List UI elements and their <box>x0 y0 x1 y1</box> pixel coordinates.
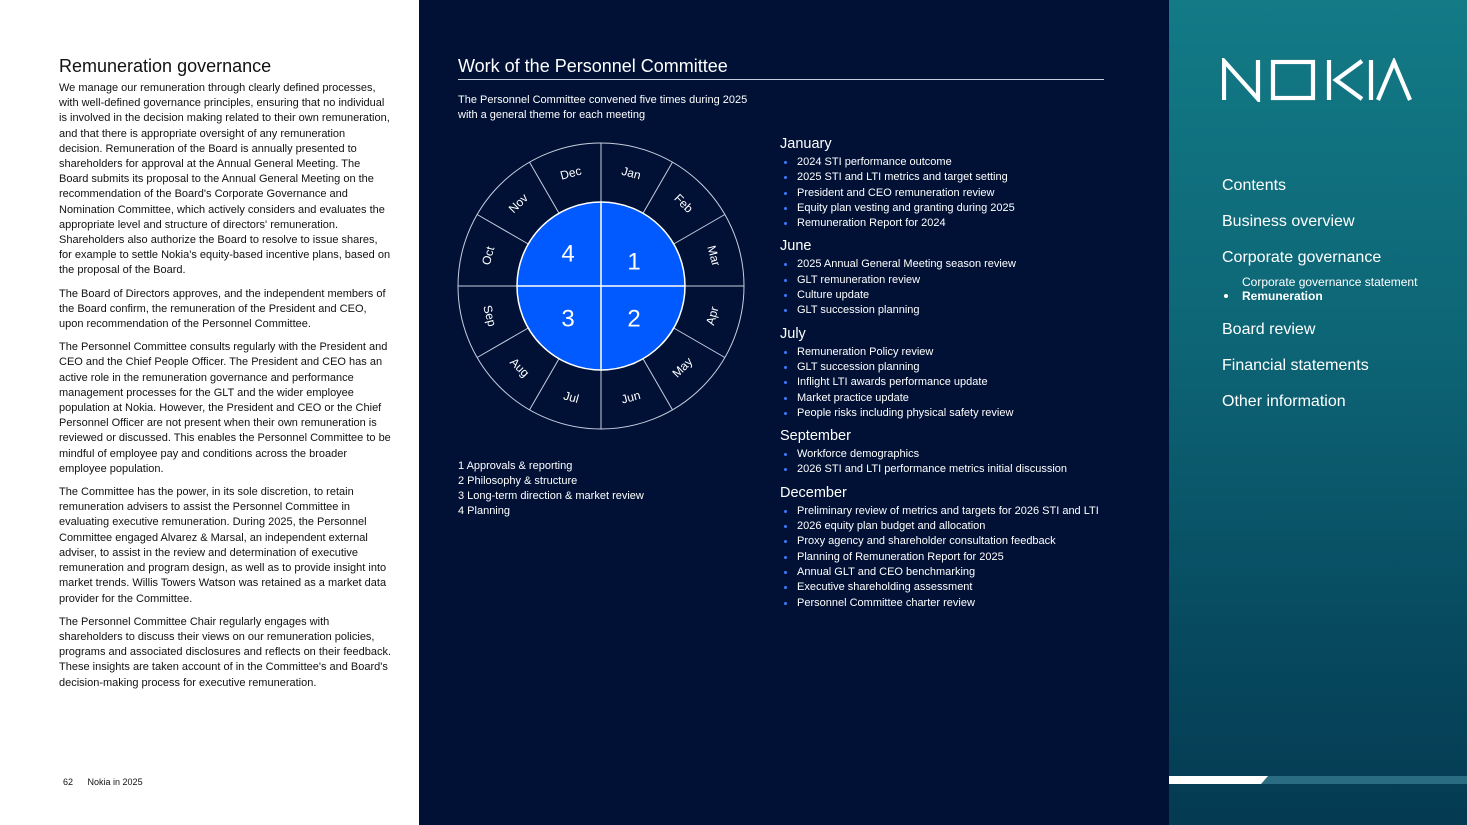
meeting-topic: Personnel Committee charter review <box>780 596 1100 611</box>
wheel-spoke <box>643 162 673 213</box>
heading-divider <box>458 79 1104 80</box>
legend-item: 2 Philosophy & structure <box>458 475 578 487</box>
month-label-jul: Jul <box>561 388 581 406</box>
nav-financial-statements[interactable]: Financial statements <box>1222 357 1369 374</box>
meeting-topic: Remuneration Policy review <box>780 345 1100 360</box>
meeting-topic: Remuneration Report for 2024 <box>780 216 1100 231</box>
body-paragraph: The Committee has the power, in its sole discretion, to retain remuneration advisers to assist the Personnel Committee in evaluating executive remuneration. During 2025, the Personnel Committee engaged Alvarez & Marsal, an independent external adviser, to assist in the review and determination of executive remuneration and program design, as well as to provide insight into market trends. Willis Towers Watson was retained as a market data provider for the Committee. <box>59 486 387 605</box>
legend-item: 1 Approvals & reporting <box>458 460 573 472</box>
legend-item: 4 Planning <box>458 505 510 517</box>
page-number: 62 <box>63 777 74 787</box>
navigation-panel <box>1169 0 1467 825</box>
meeting-topic: Culture update <box>780 288 1100 303</box>
body-paragraph: The Personnel Committee Chair regularly engages with shareholders to discuss their views on our remuneration policies, programs and associated disclosures and reflects on their feedback. These insights are taken account of in the Committee's and Board's decision-making process for executive remuneration. <box>59 615 392 689</box>
nav-corporate-governance[interactable]: Corporate governance <box>1222 249 1382 266</box>
meeting-topic: 2026 equity plan budget and allocation <box>780 519 1100 534</box>
nav-contents[interactable]: Contents <box>1222 177 1287 194</box>
month-label-oct: Oct <box>478 244 498 267</box>
wheel-spoke <box>674 215 725 245</box>
body-paragraph: The Board of Directors approves, and the independent members of the Board confirm, the remuneration of the President and CEO, upon recommendation of the Personnel Committee. <box>59 287 386 331</box>
meeting-schedule <box>780 136 1100 618</box>
meeting-wheel <box>453 138 749 434</box>
meeting-topic: 2026 STI and LTI performance metrics initial discussion <box>780 462 1100 477</box>
meeting-topic: People risks including physical safety review <box>780 406 1100 421</box>
publication-name: Nokia in 2025 <box>87 777 143 787</box>
nav-other-information[interactable]: Other information <box>1222 393 1346 410</box>
meeting-topic: President and CEO remuneration review <box>780 186 1100 201</box>
reading-progress-bar <box>1169 776 1467 784</box>
remuneration-governance-heading: Remuneration governance <box>59 56 272 76</box>
meeting-month-title: September <box>780 428 851 445</box>
month-label-apr: Apr <box>703 304 722 327</box>
page-footer <box>63 777 155 787</box>
wheel-spoke <box>530 359 560 410</box>
meeting-month-title: June <box>780 238 812 255</box>
quadrant-legend <box>458 459 644 519</box>
quadrant-label-4: 4 <box>561 240 575 268</box>
month-label-nov: Nov <box>505 190 531 216</box>
progress-fill <box>1169 776 1268 784</box>
meeting-topic: Preliminary review of metrics and targets for 2026 STI and LTI <box>780 504 1100 519</box>
section-navigation <box>1222 176 1452 428</box>
month-label-jan: Jan <box>620 163 643 183</box>
committee-panel <box>419 0 1169 825</box>
quadrant-label-2: 2 <box>627 305 641 333</box>
meeting-topic: GLT succession planning <box>780 303 1100 318</box>
meeting-topic: Annual GLT and CEO benchmarking <box>780 565 1100 580</box>
meeting-month-title: December <box>780 484 847 501</box>
meeting-topic: Workforce demographics <box>780 447 1100 462</box>
meeting-topic: Executive shareholding assessment <box>780 580 1100 595</box>
committee-heading: Work of the Personnel Committee <box>458 56 728 76</box>
meeting-topic: GLT succession planning <box>780 360 1100 375</box>
left-column <box>0 0 419 825</box>
meeting-topic: GLT remuneration review <box>780 273 1100 288</box>
committee-intro: The Personnel Committee convened five times during 2025 with a general theme for each meeting <box>458 94 748 121</box>
meeting-december <box>780 485 1100 611</box>
wheel-spoke <box>477 328 528 358</box>
nokia-logo[interactable] <box>1222 58 1412 102</box>
meeting-topic: Equity plan vesting and granting during 2025 <box>780 201 1100 216</box>
nav-business-overview[interactable]: Business overview <box>1222 213 1355 230</box>
meeting-topic: Market practice update <box>780 391 1100 406</box>
wheel-spoke <box>530 162 560 213</box>
quadrant-label-3: 3 <box>561 305 575 333</box>
meeting-topic: Planning of Remuneration Report for 2025 <box>780 550 1100 565</box>
wheel-spoke <box>674 328 725 358</box>
quadrant-label-1: 1 <box>627 248 641 276</box>
meeting-topic: 2025 Annual General Meeting season review <box>780 257 1100 272</box>
meeting-january <box>780 136 1100 231</box>
meeting-july <box>780 326 1100 421</box>
remuneration-governance-body <box>59 81 391 699</box>
wheel-spoke <box>477 215 528 245</box>
meeting-june <box>780 238 1100 318</box>
body-paragraph: The Personnel Committee consults regularly with the President and CEO and the Chief People Officer. The President and CEO has an active role in the remuneration governance and performance management processes for the GLT and the wider employee population at Nokia. However, the President and CEO or the Chief Personnel Officer are not present when their own remuneration is reviewed or discussed. This enables the Personnel Committee to be mindful of employee pay and conditions across the broader employee population. <box>59 341 391 475</box>
month-label-sep: Sep <box>480 303 500 328</box>
month-label-jun: Jun <box>619 387 642 407</box>
meeting-topic: 2025 STI and LTI metrics and target setting <box>780 170 1100 185</box>
month-label-feb: Feb <box>671 191 696 216</box>
nav-remuneration[interactable]: Remuneration <box>1222 288 1452 304</box>
nav-corporate-governance-statement[interactable]: Corporate governance statement <box>1242 275 1418 289</box>
meeting-month-title: January <box>780 136 832 152</box>
meeting-month-title: July <box>780 325 806 342</box>
wheel-spoke <box>643 359 673 410</box>
meeting-topic: Proxy agency and shareholder consultation feedback <box>780 534 1100 549</box>
legend-item: 3 Long-term direction & market review <box>458 490 644 502</box>
meeting-topic: Inflight LTI awards performance update <box>780 375 1100 390</box>
month-label-mar: Mar <box>704 243 724 268</box>
month-label-may: May <box>669 354 696 381</box>
month-label-aug: Aug <box>507 354 533 380</box>
meeting-topic: 2024 STI performance outcome <box>780 155 1100 170</box>
nav-board-review[interactable]: Board review <box>1222 321 1316 338</box>
body-paragraph: We manage our remuneration through clearly defined processes, with well-defined governance principles, ensuring that no individual is involved in the decision making related to their own remuneration, and that there is appropriate oversight of any remuneration decision. Remuneration of the Board is annually presented to shareholders for approval at the Annual General Meeting. The Board submits its proposal to the Annual General Meeting on the recommendation of the Board's Corporate Governance and Nomination Committee, which actively considers and evaluates the appropriate level and structure of directors' remuneration. Shareholders also authorize the Board to resolve to issue shares, for example to settle Nokia's equity-based incentive plans, based on the proposal of the Board. <box>59 82 391 277</box>
month-label-dec: Dec <box>558 163 583 183</box>
meeting-september <box>780 428 1100 478</box>
